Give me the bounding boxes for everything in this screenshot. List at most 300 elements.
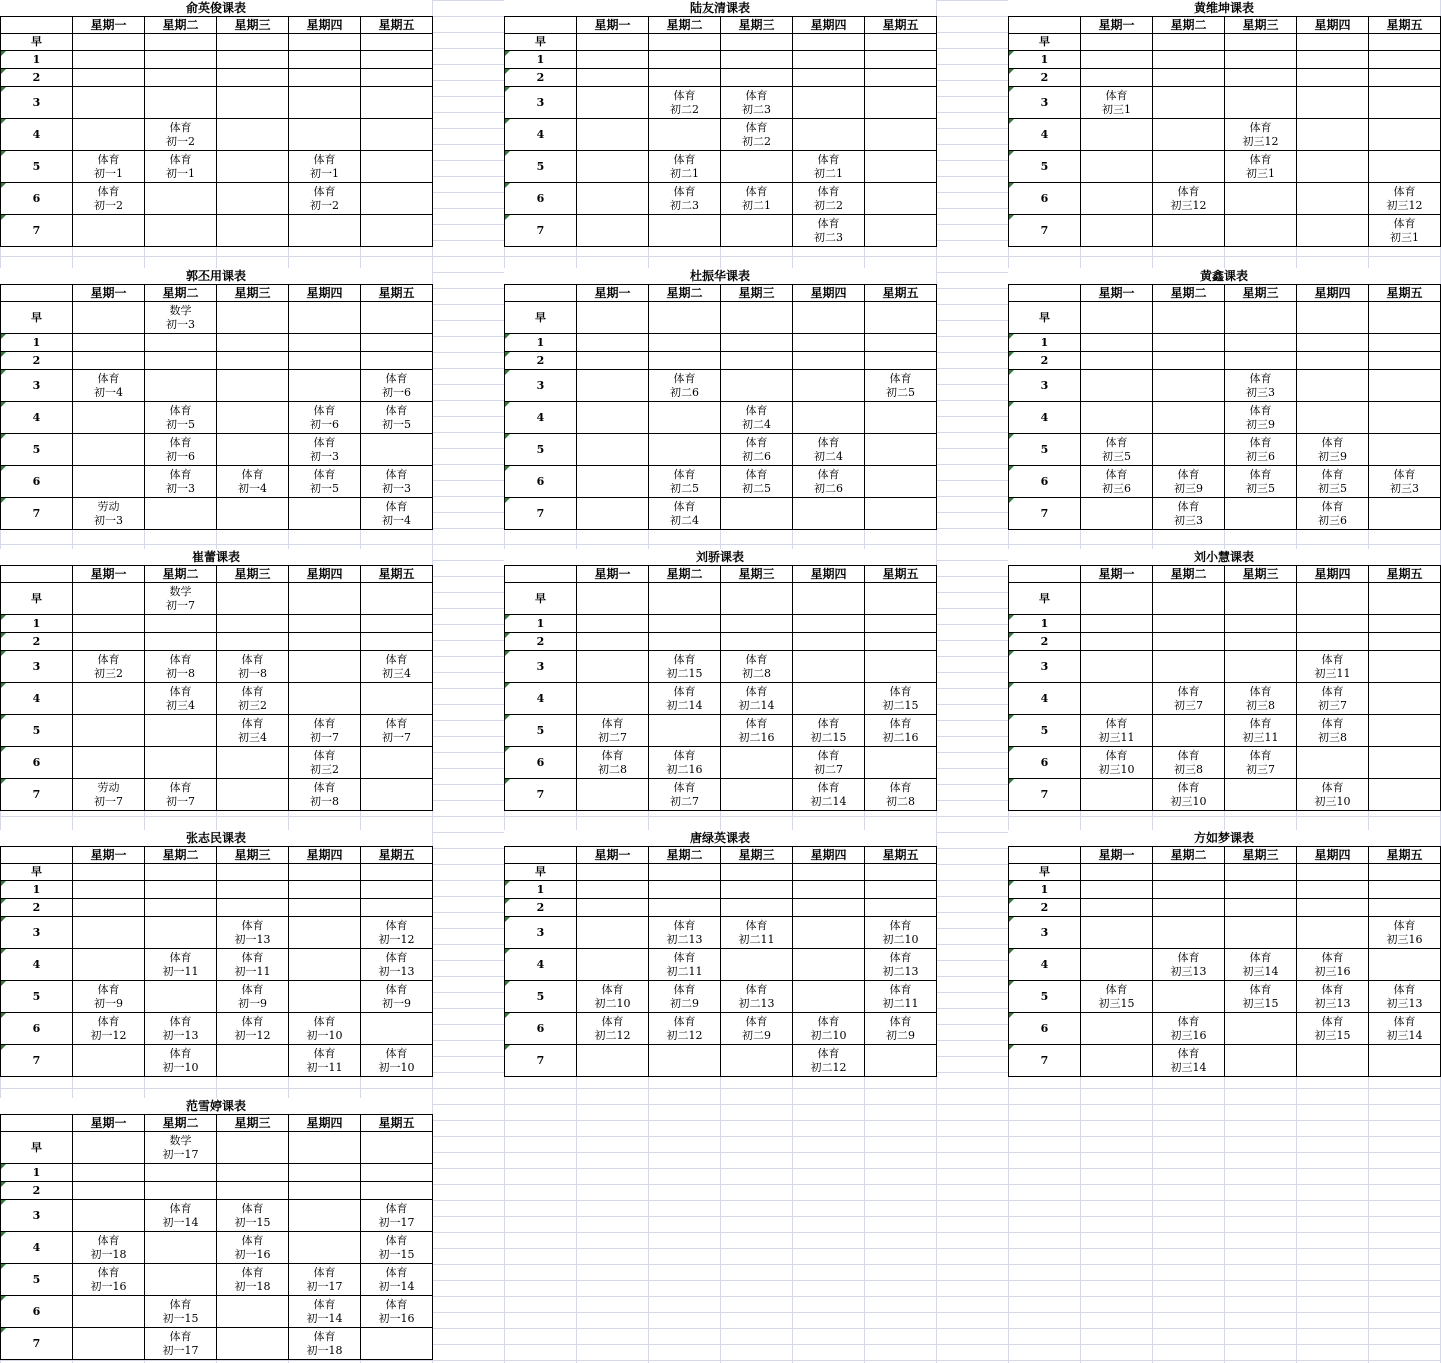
- lesson-cell: [1297, 715, 1369, 747]
- lesson-cell: [793, 949, 865, 981]
- lesson-cell: [289, 633, 361, 651]
- lesson-subject: 体育: [673, 467, 696, 481]
- lesson-cell: [1297, 352, 1369, 370]
- lesson-subject: 体育: [97, 982, 120, 996]
- lesson-cell: [577, 583, 649, 615]
- lesson-cell: [1297, 302, 1369, 334]
- period-label: 4: [1009, 402, 1081, 434]
- period-row: [1, 1132, 433, 1164]
- period-row: [505, 917, 937, 949]
- period-label: 早: [505, 864, 577, 881]
- lesson-cell: [1225, 370, 1297, 402]
- lesson-cell: [217, 1200, 289, 1232]
- lesson-cell: [361, 215, 433, 247]
- lesson-cell: [217, 1296, 289, 1328]
- period-row: [1, 1328, 433, 1360]
- period-label: 2: [505, 899, 577, 917]
- lesson-cell: [1369, 899, 1441, 917]
- lesson-cell: [145, 683, 217, 715]
- lesson-cell: [1153, 466, 1225, 498]
- timetable-grid: [0, 565, 433, 811]
- weekday-header: 星期五: [865, 17, 937, 34]
- period-row: [1009, 183, 1441, 215]
- lesson-cell: [145, 917, 217, 949]
- lesson-class: 初一12: [378, 932, 415, 946]
- lesson-subject: 数学: [169, 584, 192, 598]
- lesson-class: 初二13: [882, 964, 919, 978]
- timetable-grid: [504, 846, 937, 1077]
- lesson-cell: [1153, 899, 1225, 917]
- period-label: 5: [1009, 151, 1081, 183]
- weekday-header: 星期二: [145, 847, 217, 864]
- timetable-grid: [0, 846, 433, 1077]
- lesson-cell: [1081, 34, 1153, 51]
- lesson-cell: [649, 583, 721, 615]
- weekday-header: 星期三: [217, 17, 289, 34]
- period-label: 5: [1009, 981, 1081, 1013]
- lesson-subject: 体育: [241, 467, 264, 481]
- period-label: 1: [1009, 615, 1081, 633]
- lesson-cell: [721, 402, 793, 434]
- lesson-cell: [1153, 715, 1225, 747]
- lesson-cell: [865, 34, 937, 51]
- lesson-class: 初二15: [882, 698, 919, 712]
- lesson-cell: [361, 34, 433, 51]
- lesson-cell: [1369, 633, 1441, 651]
- lesson-cell: [1081, 151, 1153, 183]
- period-row: [505, 302, 937, 334]
- lesson-cell: [649, 1045, 721, 1077]
- lesson-cell: [145, 1045, 217, 1077]
- lesson-cell: [361, 119, 433, 151]
- lesson-cell: [793, 917, 865, 949]
- period-label: 7: [1009, 779, 1081, 811]
- weekday-header: 星期五: [865, 847, 937, 864]
- timetable-block: [504, 268, 936, 530]
- lesson-class: 初三8: [1246, 698, 1275, 712]
- lesson-subject: 体育: [241, 684, 264, 698]
- lesson-class: 初二9: [886, 1028, 915, 1042]
- period-label: 2: [505, 352, 577, 370]
- lesson-cell: [793, 615, 865, 633]
- period-row: [1009, 583, 1441, 615]
- lesson-cell: [865, 683, 937, 715]
- period-label: 3: [505, 651, 577, 683]
- period-label: 2: [1, 69, 73, 87]
- lesson-cell: [289, 683, 361, 715]
- lesson-subject: 体育: [241, 1014, 264, 1028]
- lesson-subject: 体育: [889, 1014, 912, 1028]
- lesson-cell: [577, 1045, 649, 1077]
- timetable-block: [0, 268, 432, 530]
- lesson-cell: [361, 683, 433, 715]
- period-label: 4: [1009, 949, 1081, 981]
- lesson-subject: 体育: [169, 1046, 192, 1060]
- period-label: 4: [505, 683, 577, 715]
- lesson-subject: 体育: [889, 982, 912, 996]
- period-label: 4: [1, 1232, 73, 1264]
- lesson-cell: [289, 779, 361, 811]
- lesson-subject: 体育: [1321, 1014, 1344, 1028]
- lesson-cell: [73, 1328, 145, 1360]
- lesson-cell: [73, 1182, 145, 1200]
- lesson-cell: [73, 583, 145, 615]
- lesson-class: 初一6: [310, 417, 339, 431]
- lesson-cell: [1153, 302, 1225, 334]
- period-row: [505, 779, 937, 811]
- lesson-cell: [1369, 864, 1441, 881]
- lesson-class: 初一9: [238, 996, 267, 1010]
- lesson-cell: [1297, 370, 1369, 402]
- lesson-cell: [1297, 151, 1369, 183]
- lesson-subject: 体育: [1249, 403, 1272, 417]
- lesson-cell: [649, 715, 721, 747]
- lesson-cell: [145, 1264, 217, 1296]
- lesson-subject: 劳动: [97, 780, 120, 794]
- lesson-cell: [721, 981, 793, 1013]
- lesson-cell: [1225, 498, 1297, 530]
- lesson-class: 初二8: [598, 762, 627, 776]
- period-label: 5: [1, 151, 73, 183]
- lesson-subject: 体育: [1105, 716, 1128, 730]
- period-label: 7: [1, 1328, 73, 1360]
- lesson-cell: [1225, 683, 1297, 715]
- lesson-cell: [721, 498, 793, 530]
- lesson-cell: [1225, 981, 1297, 1013]
- lesson-cell: [577, 633, 649, 651]
- lesson-class: 初三7: [1318, 698, 1347, 712]
- period-label: 6: [1009, 747, 1081, 779]
- lesson-cell: [73, 1045, 145, 1077]
- lesson-cell: [577, 715, 649, 747]
- lesson-cell: [865, 51, 937, 69]
- period-row: [1, 779, 433, 811]
- lesson-subject: 体育: [385, 950, 408, 964]
- period-label: 5: [1, 434, 73, 466]
- lesson-cell: [649, 51, 721, 69]
- lesson-cell: [73, 466, 145, 498]
- lesson-cell: [577, 334, 649, 352]
- lesson-class: 初三9: [1318, 449, 1347, 463]
- lesson-cell: [73, 651, 145, 683]
- lesson-class: 初二12: [666, 1028, 703, 1042]
- lesson-cell: [649, 1013, 721, 1045]
- weekday-header: 星期二: [1153, 17, 1225, 34]
- lesson-class: 初一6: [382, 385, 411, 399]
- lesson-subject: 体育: [97, 1014, 120, 1028]
- period-label: 4: [1009, 119, 1081, 151]
- lesson-class: 初二16: [882, 730, 919, 744]
- lesson-class: 初三7: [1174, 698, 1203, 712]
- period-row: [505, 583, 937, 615]
- lesson-cell: [145, 864, 217, 881]
- lesson-cell: [577, 949, 649, 981]
- period-label: 6: [505, 183, 577, 215]
- period-row: [505, 434, 937, 466]
- weekday-header: 星期五: [361, 17, 433, 34]
- period-row: [1, 51, 433, 69]
- lesson-class: 初一7: [382, 730, 411, 744]
- period-row: [1, 583, 433, 615]
- lesson-cell: [1297, 119, 1369, 151]
- lesson-cell: [217, 881, 289, 899]
- period-label: 早: [1, 1132, 73, 1164]
- lesson-subject: 体育: [169, 467, 192, 481]
- weekday-header: 星期二: [1153, 285, 1225, 302]
- lesson-cell: [577, 747, 649, 779]
- period-label: 4: [1, 683, 73, 715]
- lesson-cell: [721, 34, 793, 51]
- lesson-cell: [289, 881, 361, 899]
- period-label: 1: [1, 51, 73, 69]
- period-label: 1: [1, 615, 73, 633]
- lesson-cell: [73, 633, 145, 651]
- lesson-cell: [361, 352, 433, 370]
- period-label: 5: [1009, 715, 1081, 747]
- period-label: 3: [505, 917, 577, 949]
- lesson-cell: [649, 779, 721, 811]
- lesson-cell: [577, 370, 649, 402]
- lesson-cell: [217, 1182, 289, 1200]
- lesson-cell: [1081, 1045, 1153, 1077]
- period-row: [1, 1164, 433, 1182]
- lesson-cell: [721, 370, 793, 402]
- lesson-cell: [1153, 981, 1225, 1013]
- lesson-cell: [289, 583, 361, 615]
- lesson-class: 初三10: [1170, 794, 1207, 808]
- lesson-class: 初一14: [162, 1215, 199, 1229]
- lesson-cell: [361, 651, 433, 683]
- lesson-subject: 体育: [1321, 467, 1344, 481]
- lesson-cell: [1225, 302, 1297, 334]
- lesson-cell: [1153, 917, 1225, 949]
- timetable-title: 方如梦课表: [1008, 830, 1440, 846]
- lesson-cell: [1081, 779, 1153, 811]
- weekday-header: 星期三: [1225, 847, 1297, 864]
- lesson-cell: [361, 881, 433, 899]
- lesson-cell: [1081, 334, 1153, 352]
- lesson-cell: [217, 633, 289, 651]
- lesson-class: 初二7: [598, 730, 627, 744]
- lesson-cell: [577, 434, 649, 466]
- lesson-cell: [1153, 370, 1225, 402]
- lesson-cell: [217, 302, 289, 334]
- lesson-cell: [865, 583, 937, 615]
- lesson-subject: 体育: [673, 748, 696, 762]
- lesson-class: 初二8: [742, 666, 771, 680]
- lesson-cell: [649, 683, 721, 715]
- lesson-subject: 体育: [1249, 982, 1272, 996]
- lesson-cell: [1153, 1045, 1225, 1077]
- period-label: 早: [1009, 34, 1081, 51]
- lesson-class: 初二1: [742, 198, 771, 212]
- lesson-cell: [1297, 34, 1369, 51]
- lesson-cell: [73, 334, 145, 352]
- lesson-subject: 体育: [673, 780, 696, 794]
- lesson-cell: [721, 215, 793, 247]
- lesson-subject: 体育: [1249, 120, 1272, 134]
- lesson-cell: [577, 917, 649, 949]
- timetable-grid: [1008, 284, 1441, 530]
- lesson-class: 初二14: [738, 698, 775, 712]
- lesson-cell: [361, 151, 433, 183]
- lesson-subject: 体育: [169, 1297, 192, 1311]
- lesson-cell: [1081, 1013, 1153, 1045]
- timetable-title: 刘骄课表: [504, 549, 936, 565]
- lesson-subject: 体育: [1321, 716, 1344, 730]
- period-label: 7: [1, 498, 73, 530]
- period-row: [1009, 981, 1441, 1013]
- lesson-cell: [577, 881, 649, 899]
- period-row: [505, 334, 937, 352]
- period-row: [1009, 119, 1441, 151]
- lesson-cell: [361, 583, 433, 615]
- period-label: 4: [1, 949, 73, 981]
- timetable-grid: [1008, 846, 1441, 1077]
- lesson-subject: 体育: [673, 88, 696, 102]
- lesson-cell: [721, 302, 793, 334]
- lesson-cell: [361, 1232, 433, 1264]
- period-row: [505, 498, 937, 530]
- lesson-cell: [145, 881, 217, 899]
- lesson-class: 初一4: [382, 513, 411, 527]
- lesson-cell: [1225, 466, 1297, 498]
- lesson-cell: [1225, 747, 1297, 779]
- lesson-cell: [289, 119, 361, 151]
- lesson-cell: [649, 651, 721, 683]
- lesson-subject: 体育: [313, 1014, 336, 1028]
- lesson-subject: 体育: [1177, 184, 1200, 198]
- lesson-class: 初二8: [886, 794, 915, 808]
- lesson-cell: [1153, 779, 1225, 811]
- period-row: [1, 615, 433, 633]
- lesson-cell: [577, 498, 649, 530]
- corner-cell: [1, 285, 73, 302]
- period-row: [1, 715, 433, 747]
- lesson-cell: [577, 51, 649, 69]
- timetable-grid: [504, 16, 937, 247]
- lesson-cell: [73, 87, 145, 119]
- lesson-cell: [793, 119, 865, 151]
- lesson-class: 初一8: [310, 794, 339, 808]
- period-label: 6: [1, 466, 73, 498]
- lesson-cell: [721, 715, 793, 747]
- lesson-cell: [649, 881, 721, 899]
- lesson-cell: [1225, 434, 1297, 466]
- lesson-cell: [1297, 683, 1369, 715]
- lesson-cell: [289, 1264, 361, 1296]
- lesson-cell: [217, 1132, 289, 1164]
- lesson-cell: [1081, 370, 1153, 402]
- lesson-class: 初三14: [1242, 964, 1279, 978]
- lesson-class: 初一2: [166, 134, 195, 148]
- lesson-cell: [649, 466, 721, 498]
- lesson-class: 初三12: [1170, 198, 1207, 212]
- period-label: 2: [1, 352, 73, 370]
- lesson-cell: [649, 864, 721, 881]
- lesson-cell: [1369, 683, 1441, 715]
- lesson-cell: [793, 1045, 865, 1077]
- lesson-cell: [73, 352, 145, 370]
- lesson-class: 初一7: [94, 794, 123, 808]
- lesson-subject: 体育: [673, 371, 696, 385]
- corner-cell: [1009, 17, 1081, 34]
- period-row: [505, 370, 937, 402]
- period-row: [1, 370, 433, 402]
- lesson-cell: [577, 302, 649, 334]
- lesson-cell: [1225, 917, 1297, 949]
- lesson-cell: [865, 302, 937, 334]
- weekday-header: 星期五: [361, 1115, 433, 1132]
- lesson-cell: [1369, 1013, 1441, 1045]
- lesson-cell: [361, 633, 433, 651]
- period-row: [505, 683, 937, 715]
- lesson-cell: [1081, 302, 1153, 334]
- period-label: 3: [1, 917, 73, 949]
- lesson-cell: [793, 981, 865, 1013]
- lesson-cell: [73, 1296, 145, 1328]
- lesson-class: 初一10: [378, 1060, 415, 1074]
- weekday-header: 星期三: [217, 285, 289, 302]
- lesson-cell: [1153, 498, 1225, 530]
- lesson-cell: [1369, 1045, 1441, 1077]
- lesson-cell: [1081, 881, 1153, 899]
- period-label: 7: [1009, 1045, 1081, 1077]
- lesson-class: 初二7: [814, 762, 843, 776]
- period-row: [1, 87, 433, 119]
- lesson-class: 初三3: [1174, 513, 1203, 527]
- lesson-cell: [361, 434, 433, 466]
- period-row: [1, 151, 433, 183]
- lesson-subject: 体育: [889, 684, 912, 698]
- lesson-cell: [721, 949, 793, 981]
- period-label: 5: [505, 151, 577, 183]
- period-label: 早: [1009, 864, 1081, 881]
- lesson-subject: 体育: [97, 1233, 120, 1247]
- period-label: 7: [505, 215, 577, 247]
- lesson-class: 初一12: [90, 1028, 127, 1042]
- lesson-class: 初一7: [310, 730, 339, 744]
- lesson-subject: 体育: [889, 371, 912, 385]
- lesson-class: 初一18: [234, 1279, 271, 1293]
- period-row: [1009, 747, 1441, 779]
- lesson-cell: [793, 1013, 865, 1045]
- weekday-header: 星期四: [1297, 17, 1369, 34]
- lesson-class: 初三14: [1170, 1060, 1207, 1074]
- lesson-cell: [1225, 87, 1297, 119]
- lesson-subject: 体育: [169, 120, 192, 134]
- lesson-subject: 体育: [817, 748, 840, 762]
- lesson-cell: [793, 51, 865, 69]
- lesson-class: 初一11: [234, 964, 271, 978]
- lesson-subject: 体育: [313, 1329, 336, 1343]
- period-label: 4: [505, 949, 577, 981]
- lesson-cell: [1225, 402, 1297, 434]
- lesson-class: 初三13: [1314, 996, 1351, 1010]
- lesson-cell: [1153, 949, 1225, 981]
- lesson-cell: [361, 1264, 433, 1296]
- lesson-cell: [217, 215, 289, 247]
- lesson-subject: 体育: [169, 1201, 192, 1215]
- lesson-cell: [145, 1328, 217, 1360]
- lesson-cell: [217, 1328, 289, 1360]
- lesson-cell: [361, 498, 433, 530]
- lesson-cell: [649, 151, 721, 183]
- lesson-cell: [1081, 615, 1153, 633]
- lesson-subject: 体育: [673, 1014, 696, 1028]
- lesson-cell: [145, 633, 217, 651]
- period-label: 早: [1, 302, 73, 334]
